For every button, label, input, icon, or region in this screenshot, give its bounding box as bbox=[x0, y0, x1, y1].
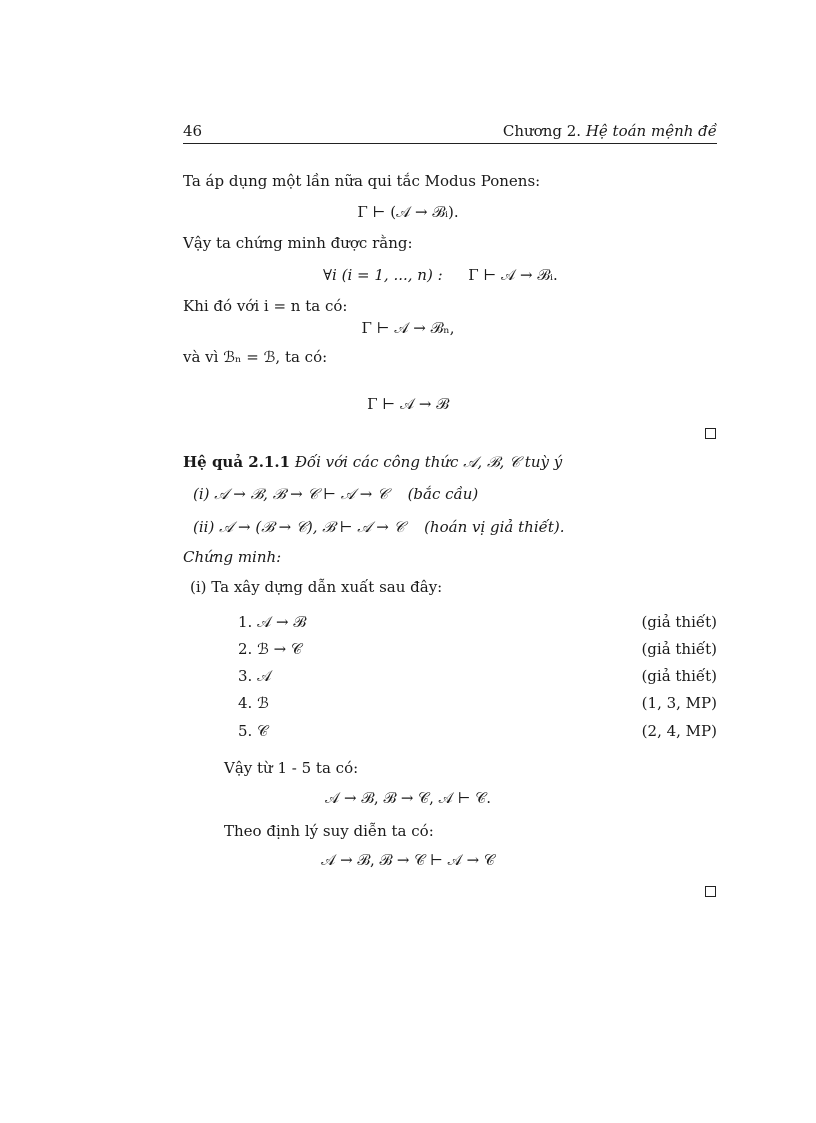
equation-rhs: Γ ⊢ 𝒜 → ℬᵢ. bbox=[468, 266, 558, 284]
item-note: (bắc cầu) bbox=[407, 485, 479, 503]
paragraph: Theo định lý suy diễn ta có: bbox=[224, 822, 434, 840]
running-header bbox=[503, 122, 717, 140]
paragraph: Vậy ta chứng minh được rằng: bbox=[183, 234, 413, 252]
corollary-statement: Đối với các công thức 𝒜, ℬ, 𝒞 tuỳ ý bbox=[294, 453, 563, 471]
corollary-item-ii bbox=[193, 518, 565, 536]
corollary-label: Hệ quả 2.1.1 bbox=[183, 453, 291, 471]
item-formula: (i) 𝒜 → ℬ, ℬ → 𝒞 ⊢ 𝒜 → 𝒞 bbox=[193, 485, 389, 503]
equation: Γ ⊢ 𝒜 → ℬ bbox=[367, 395, 449, 413]
page-number: 46 bbox=[183, 122, 203, 140]
equation: 𝒜 → ℬ, ℬ → 𝒞, 𝒜 ⊢ 𝒞. bbox=[325, 789, 491, 807]
step-reason: (giả thiết) bbox=[641, 640, 717, 658]
step-reason: (giả thiết) bbox=[641, 667, 717, 685]
step-formula: 2. ℬ → 𝒞 bbox=[238, 640, 302, 658]
step-formula: 5. 𝒞 bbox=[238, 722, 269, 740]
step-reason: (1, 3, MP) bbox=[641, 694, 717, 712]
equation bbox=[323, 266, 558, 284]
paragraph: Ta áp dụng một lần nữa qui tắc Modus Ponens: bbox=[183, 172, 541, 190]
paragraph: Khi đó với i = n ta có: bbox=[183, 297, 348, 315]
paragraph: Vậy từ 1 - 5 ta có: bbox=[224, 759, 359, 777]
equation: 𝒜 → ℬ, ℬ → 𝒞 ⊢ 𝒜 → 𝒞 bbox=[321, 851, 495, 869]
chapter-label: Chương 2. bbox=[502, 122, 582, 140]
item-formula: (ii) 𝒜 → (ℬ → 𝒞), ℬ ⊢ 𝒜 → 𝒞 bbox=[193, 518, 405, 536]
corollary-item-i bbox=[193, 485, 478, 503]
equation: Γ ⊢ 𝒜 → ℬₙ, bbox=[361, 319, 455, 337]
step-reason: (giả thiết) bbox=[641, 613, 717, 631]
proof-label: Chứng minh: bbox=[183, 548, 282, 566]
step-reason: (2, 4, MP) bbox=[641, 722, 717, 740]
step-formula: 3. 𝒜 bbox=[238, 667, 272, 685]
qed-square-icon bbox=[705, 886, 716, 897]
qed-square-icon bbox=[705, 428, 716, 439]
item-note: (hoán vị giả thiết). bbox=[424, 518, 565, 536]
equation-lhs: ∀i (i = 1, ..., n) : bbox=[323, 266, 443, 284]
step-formula: 4. ℬ bbox=[238, 694, 269, 712]
chapter-title: Hệ toán mệnh đề bbox=[585, 122, 717, 140]
header-rule bbox=[183, 143, 717, 144]
proof-intro: (i) Ta xây dựng dẫn xuất sau đây: bbox=[190, 578, 443, 596]
step-formula: 1. 𝒜 → ℬ bbox=[238, 613, 306, 631]
corollary bbox=[183, 453, 562, 471]
equation: Γ ⊢ (𝒜 → ℬᵢ). bbox=[357, 203, 459, 221]
paragraph: và vì ℬₙ = ℬ, ta có: bbox=[183, 348, 328, 366]
